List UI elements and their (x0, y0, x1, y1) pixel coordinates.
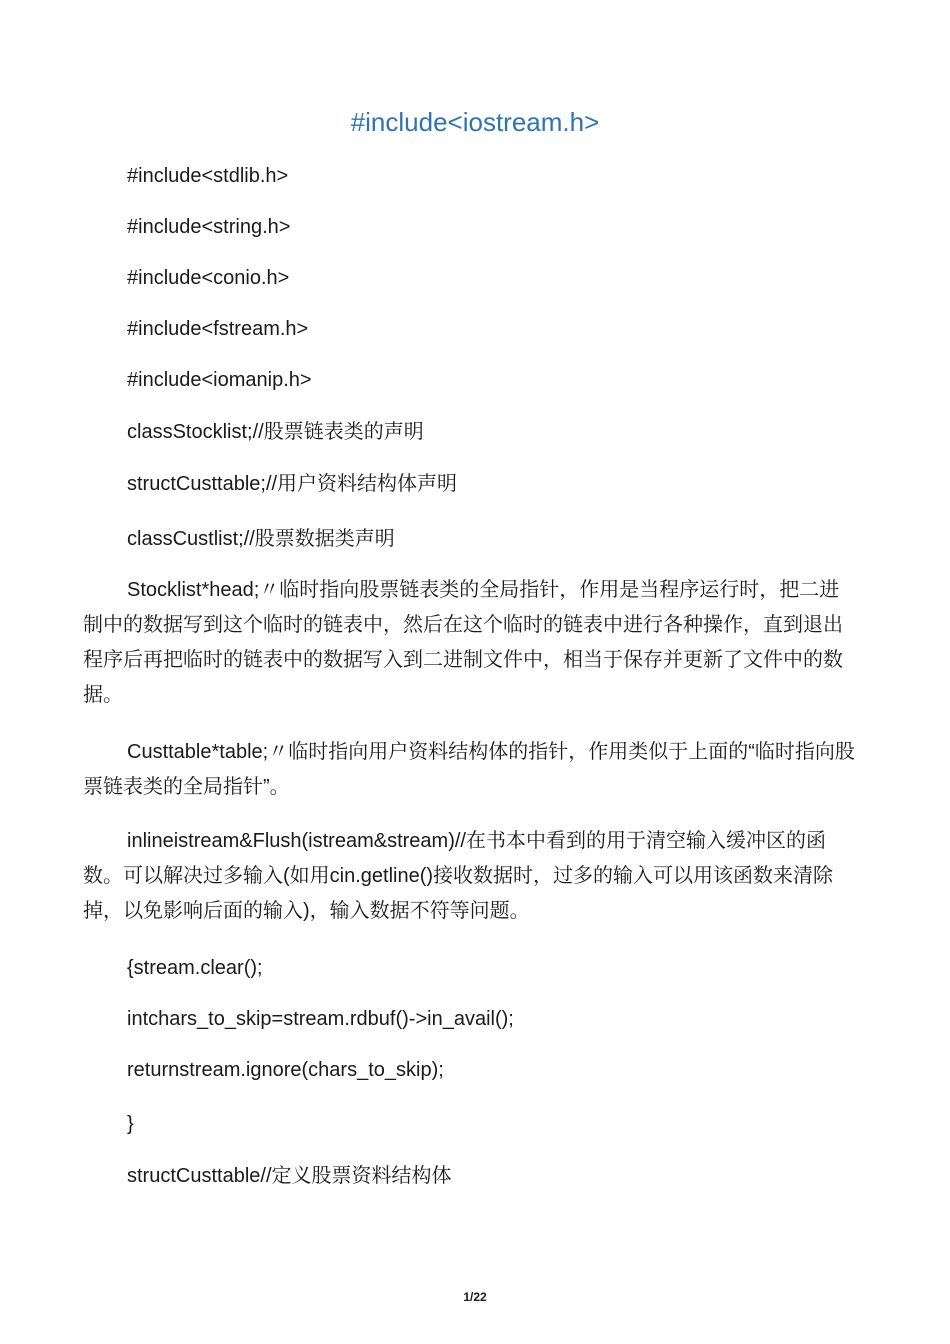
closing-brace-line: } (127, 1113, 134, 1135)
class-stocklist-declaration: classStocklist;//股票链表类的声明 (127, 421, 424, 443)
custtable-table-paragraph: Custtable*table;〃临时指向用户资料结构体的指针，作用类似于上面的“临时指向股票链表类的全局指针”。 (83, 741, 855, 798)
include-iomanip-line: #include<iomanip.h> (127, 369, 312, 391)
include-fstream-line: #include<fstream.h> (127, 318, 309, 340)
struct-custtable-definition: structCusttable//定义股票资料结构体 (127, 1165, 452, 1187)
stocklist-head-paragraph: Stocklist*head;〃临时指向股票链表类的全局指针，作用是当程序运行时，把二进制中的数据写到这个临时的链表中，然后在这个临时的链表中进行各种操作，直到退出程序后再把临时的链表中的数据写入到二进制文件中，相当于保存并更新了文件中的数据。 (83, 579, 843, 706)
struct-custtable-declaration: structCusttable;//用户资料结构体声明 (127, 473, 458, 495)
include-string-line: #include<string.h> (127, 216, 291, 238)
page-number: 1/22 (463, 1290, 487, 1304)
include-stdlib-line: #include<stdlib.h> (127, 165, 289, 187)
return-ignore-line: returnstream.ignore(chars_to_skip); (127, 1059, 444, 1081)
document-title: #include<iostream.h> (350, 107, 600, 137)
class-custlist-declaration: classCustlist;//股票数据类声明 (127, 528, 395, 550)
stream-clear-line: {stream.clear(); (127, 957, 263, 979)
chars-to-skip-line: intchars_to_skip=stream.rdbuf()->in_avail(); (127, 1008, 514, 1030)
include-conio-line: #include<conio.h> (127, 267, 290, 289)
flush-function-paragraph: inlineistream&Flush(istream&stream)//在书本中看到的用于清空输入缓冲区的函数。可以解决过多输入(如用cin.getline()接收数据时，过多的输入可以用该函数来清除掉，以免影响后面的输入)，输入数据不符等问题。 (83, 830, 834, 922)
